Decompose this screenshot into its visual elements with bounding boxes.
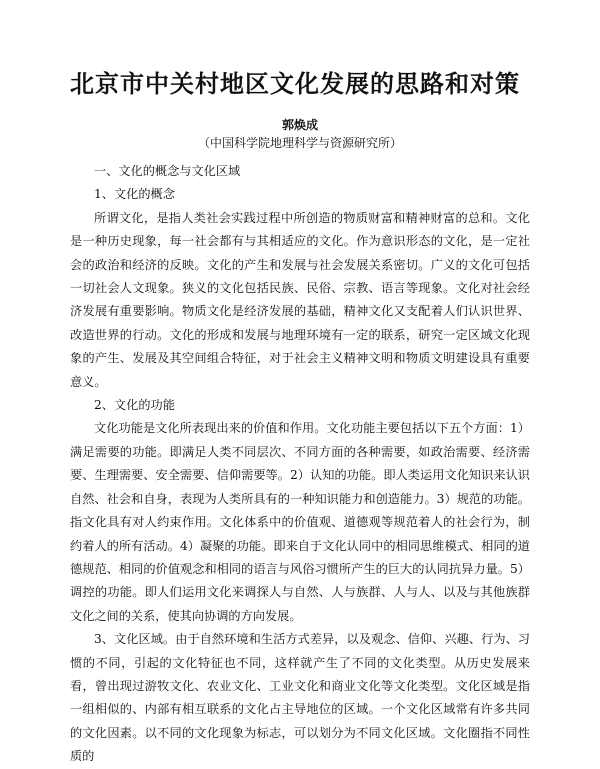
paragraph-cultural-region: 3、文化区域。由于自然环境和生活方式差异，以及观念、信仰、兴趣、行为、习惯的不同，引起的文化特征也不同，这样就产生了不同的文化类型。从历史发展来看，曾出现过游牧文化、农业文化、工业文化和商业文化等文化类型。文化区域是指一组相似的、内部有相互联系的文化占主导地位的区域。一个文化区域常有许多共同的文化因素。以不同的文化现象为标志，可以划分为不同文化区域。文化圈指不同性质的: [70, 632, 530, 764]
author-name: 郭焕成: [281, 118, 318, 132]
subsection-heading-concept: 1、文化的概念: [94, 187, 175, 202]
subsection-heading-function: 2、文化的功能: [94, 398, 175, 413]
author-affiliation: （中国科学院地理科学与资源研究所）: [197, 136, 402, 150]
paragraph-function: 文化功能是文化所表现出来的价值和作用。文化功能主要包括以下五个方面：1）满足需要的功能。即满足人类不同层次、不同方面的各种需要，如政治需要、经济需要、生理需要、安全需要、信仰需要等。2）认知的功能。即人类运用文化知识来认识自然、社会和自身，表现为人类所具有的一种知识能力和创造能力。3）规范的功能。指文化具有对人约束作用。文化体系中的价值观、道德观等规范着人的社会行为，制约着人的所有活动。4）凝聚的功能。即来自于文化认同中的相同思维模式、相同的道德规范、相同的价值观念和相同的语言与风俗习惯所产生的巨大的认同抗异力量。5）调控的功能。即人们运用文化来调探人与自然、人与族群、人与人、以及与其他族群文化之间的关系，使其向协调的方向发展。: [70, 421, 530, 623]
paper-title: 北京市中关村地区文化发展的思路和对策: [70, 70, 520, 98]
paragraph-concept: 所谓文化，是指人类社会实践过程中所创造的物质财富和精神财富的总和。文化是一种历史现象，每一社会都有与其相适应的文化。作为意识形态的文化，是一定社会的政治和经济的反映。文化的产生和发展与社会发展关系密切。广义的文化可包括一切社会人文现象。狭义的文化包括民族、民俗、宗教、语言等现象。文化对社会经济发展有重要影响。物质文化是经济发展的基础，精神文化又支配着人们认识世界、改造世界的行动。文化的形成和发展与地理环境有一定的联系，研究一定区域文化现象的产生、发展及其空间组合特征，对于社会主义精神文明和物质文明建设具有重要意义。: [70, 210, 530, 389]
section-heading: 一、文化的概念与文化区域: [94, 164, 241, 178]
paper-body: [70, 160, 530, 769]
